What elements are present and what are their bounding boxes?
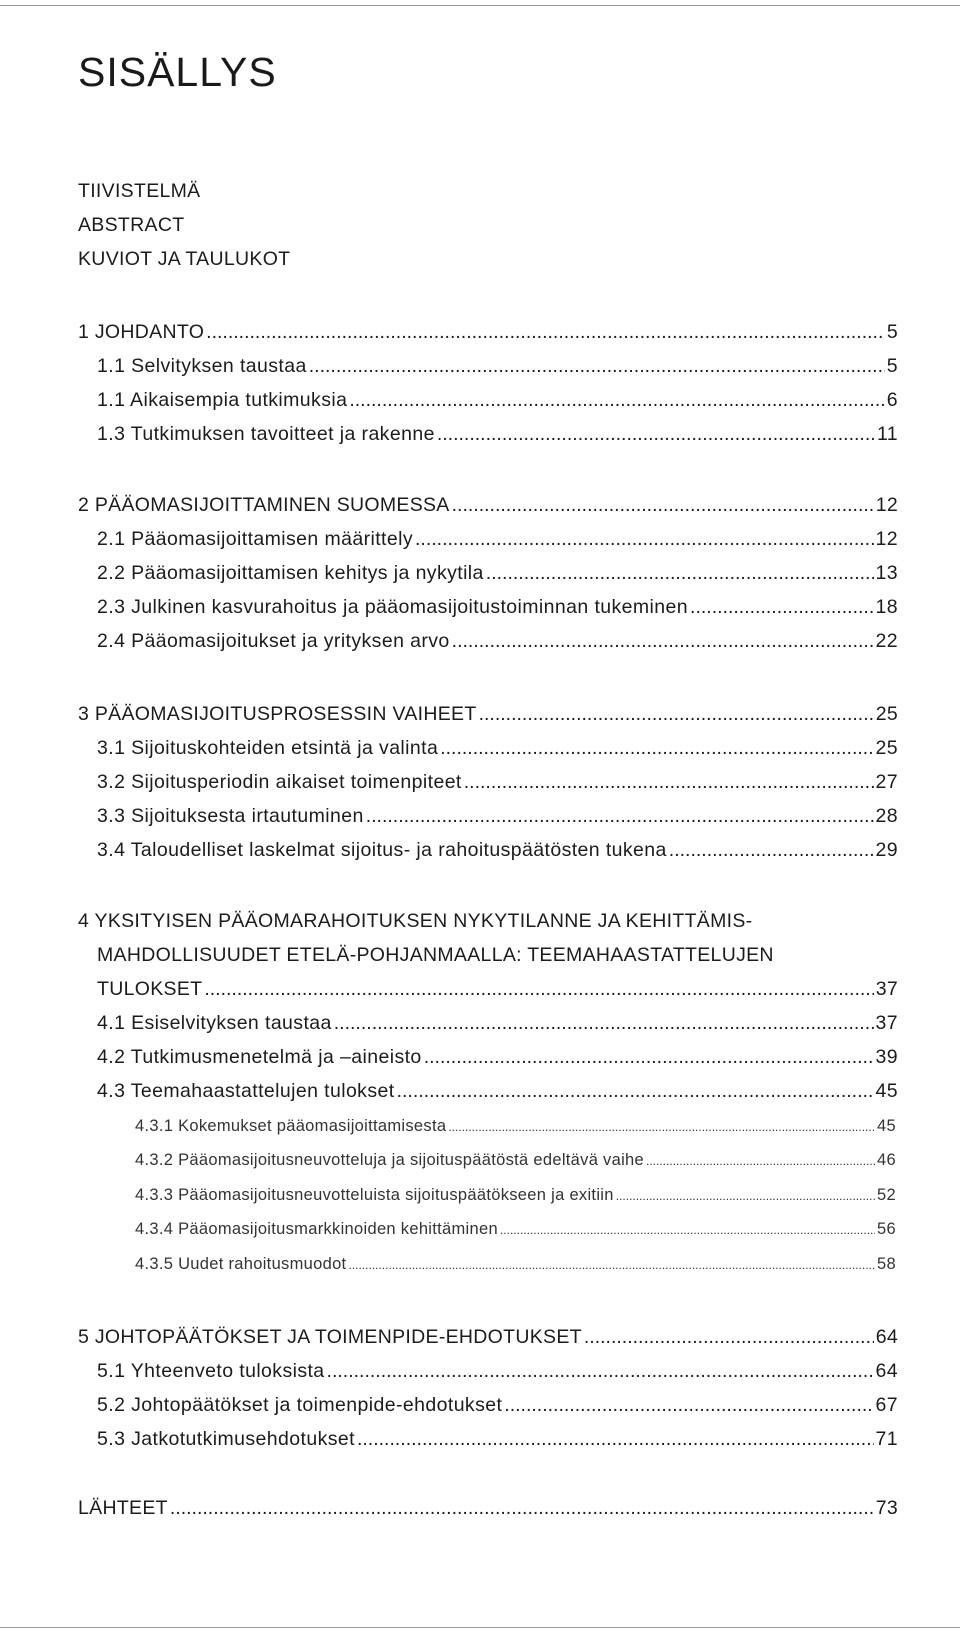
bottom-rule bbox=[0, 1627, 960, 1628]
toc-page-number: 22 bbox=[875, 630, 898, 652]
toc-subsection-4-3-5[interactable] bbox=[135, 1255, 896, 1274]
toc-chapter-5[interactable] bbox=[78, 1326, 898, 1349]
toc-page-number: 29 bbox=[875, 839, 898, 861]
toc-section-3-3[interactable] bbox=[97, 805, 898, 828]
toc-page-number: 13 bbox=[875, 562, 898, 584]
toc-section-1-1[interactable] bbox=[97, 355, 898, 378]
toc-page-number: 52 bbox=[877, 1186, 896, 1204]
toc-frontmatter-abstract[interactable]: ABSTRACT bbox=[78, 214, 185, 236]
toc-section-4-2[interactable] bbox=[97, 1046, 898, 1069]
toc-label: 1.3 Tutkimuksen tavoitteet ja rakenne bbox=[97, 423, 435, 445]
page-title: SISÄLLYS bbox=[78, 49, 277, 95]
toc-page-number: 64 bbox=[875, 1326, 898, 1348]
toc-chapter-4[interactable] bbox=[97, 978, 898, 1001]
toc-label: 4.1 Esiselvityksen taustaa bbox=[97, 1012, 332, 1034]
toc-chapter-1[interactable] bbox=[78, 321, 898, 344]
toc-page-number: 45 bbox=[875, 1080, 898, 1102]
toc-page-number: 67 bbox=[875, 1394, 898, 1416]
toc-page-number: 37 bbox=[875, 978, 898, 1000]
toc-section-3-4[interactable] bbox=[97, 839, 898, 862]
toc-section-2-1[interactable] bbox=[97, 528, 898, 551]
toc-label: 2.3 Julkinen kasvurahoitus ja pääomasijoitustoiminnan tukeminen bbox=[97, 596, 689, 618]
toc-chapter-3[interactable] bbox=[78, 703, 898, 726]
toc-page-number: 71 bbox=[875, 1428, 898, 1450]
toc-section-3-2[interactable] bbox=[97, 771, 898, 794]
toc-chapter-2[interactable] bbox=[78, 494, 898, 517]
toc-label: 3.2 Sijoitusperiodin aikaiset toimenpiteet bbox=[97, 771, 462, 793]
toc-section-1-2[interactable] bbox=[97, 389, 898, 412]
toc-page-number: 46 bbox=[877, 1151, 896, 1169]
toc-label: TULOKSET bbox=[97, 978, 203, 1000]
toc-label: 1.1 Aikaisempia tutkimuksia bbox=[97, 389, 348, 411]
toc-label: 1 JOHDANTO bbox=[78, 321, 205, 343]
toc-page-number: 37 bbox=[875, 1012, 898, 1034]
toc-page-number: 45 bbox=[877, 1117, 896, 1135]
toc-section-2-3[interactable] bbox=[97, 596, 898, 619]
toc-label: 4.3 Teemahaastattelujen tulokset bbox=[97, 1080, 395, 1102]
toc-label: 4.3.4 Pääomasijoitusmarkkinoiden kehittäminen bbox=[135, 1220, 498, 1238]
toc-label: 3 PÄÄOMASIJOITUSPROSESSIN VAIHEET bbox=[78, 703, 477, 725]
toc-chapter-4-line-2[interactable]: MAHDOLLISUUDET ETELÄ-POHJANMAALLA: TEEMAHAASTATTELUJEN bbox=[97, 944, 774, 966]
toc-label: 5 JOHTOPÄÄTÖKSET JA TOIMENPIDE-EHDOTUKSET bbox=[78, 1326, 582, 1348]
toc-section-4-3[interactable] bbox=[97, 1080, 898, 1103]
toc-section-2-2[interactable] bbox=[97, 562, 898, 585]
toc-page-number: 28 bbox=[875, 805, 898, 827]
toc-label: 4.2 Tutkimusmenetelmä ja –aineisto bbox=[97, 1046, 422, 1068]
toc-page-number: 12 bbox=[875, 528, 898, 550]
toc-chapter-4-line-1[interactable]: 4 YKSITYISEN PÄÄOMARAHOITUKSEN NYKYTILANNE JA KEHITTÄMIS- bbox=[78, 910, 753, 932]
toc-label: 3.1 Sijoituskohteiden etsintä ja valinta bbox=[97, 737, 439, 759]
toc-page-number: 39 bbox=[875, 1046, 898, 1068]
toc-page-number: 27 bbox=[875, 771, 898, 793]
toc-page-number: 58 bbox=[877, 1255, 896, 1273]
toc-label: 3.4 Taloudelliset laskelmat sijoitus- ja rahoituspäätösten tukena bbox=[97, 839, 667, 861]
toc-label: 4.3.3 Pääomasijoitusneuvotteluista sijoituspäätökseen ja exitiin bbox=[135, 1186, 614, 1204]
toc-page-number: 6 bbox=[886, 389, 898, 411]
toc-label: 2.1 Pääomasijoittamisen määrittely bbox=[97, 528, 413, 550]
toc-label: 5.2 Johtopäätökset ja toimenpide-ehdotukset bbox=[97, 1394, 503, 1416]
toc-section-4-1[interactable] bbox=[97, 1012, 898, 1035]
toc-label: 3.3 Sijoituksesta irtautuminen bbox=[97, 805, 364, 827]
toc-label: 4.3.1 Kokemukset pääomasijoittamisesta bbox=[135, 1117, 447, 1135]
toc-subsection-4-3-4[interactable] bbox=[135, 1220, 896, 1239]
toc-page-number: 64 bbox=[875, 1360, 898, 1382]
toc-section-3-1[interactable] bbox=[97, 737, 898, 760]
toc-page-number: 11 bbox=[876, 423, 898, 445]
toc-page-number: 12 bbox=[875, 494, 898, 516]
toc-references[interactable] bbox=[78, 1497, 898, 1520]
toc-page-number: 5 bbox=[886, 355, 898, 377]
toc-page-number: 5 bbox=[886, 321, 898, 343]
toc-page-number: 56 bbox=[877, 1220, 896, 1238]
toc-label: 4.3.5 Uudet rahoitusmuodot bbox=[135, 1255, 347, 1273]
toc-label: 2.2 Pääomasijoittamisen kehitys ja nykytila bbox=[97, 562, 484, 584]
toc-section-5-1[interactable] bbox=[97, 1360, 898, 1383]
toc-page-number: 25 bbox=[875, 737, 898, 759]
toc-label: 4.3.2 Pääomasijoitusneuvotteluja ja sijoituspäätöstä edeltävä vaihe bbox=[135, 1151, 645, 1169]
toc-section-5-3[interactable] bbox=[97, 1428, 898, 1451]
toc-label: 5.1 Yhteenveto tuloksista bbox=[97, 1360, 325, 1382]
toc-label: 2 PÄÄOMASIJOITTAMINEN SUOMESSA bbox=[78, 494, 450, 516]
toc-label: LÄHTEET bbox=[78, 1497, 168, 1519]
toc-frontmatter-tiivistelma[interactable]: TIIVISTELMÄ bbox=[78, 180, 201, 202]
toc-subsection-4-3-2[interactable] bbox=[135, 1151, 896, 1170]
toc-page-number: 18 bbox=[875, 596, 898, 618]
top-rule bbox=[0, 5, 960, 6]
toc-section-5-2[interactable] bbox=[97, 1394, 898, 1417]
toc-page-number: 25 bbox=[875, 703, 898, 725]
toc-subsection-4-3-3[interactable] bbox=[135, 1186, 896, 1205]
toc-subsection-4-3-1[interactable] bbox=[135, 1117, 896, 1136]
toc-frontmatter-figures[interactable]: KUVIOT JA TAULUKOT bbox=[78, 248, 291, 270]
toc-section-2-4[interactable] bbox=[97, 630, 898, 653]
toc-label: 2.4 Pääomasijoitukset ja yrityksen arvo bbox=[97, 630, 450, 652]
toc-section-1-3[interactable] bbox=[97, 423, 898, 446]
toc-label: 1.1 Selvityksen taustaa bbox=[97, 355, 307, 377]
toc-label: 5.3 Jatkotutkimusehdotukset bbox=[97, 1428, 355, 1450]
toc-page-number: 73 bbox=[875, 1497, 898, 1519]
